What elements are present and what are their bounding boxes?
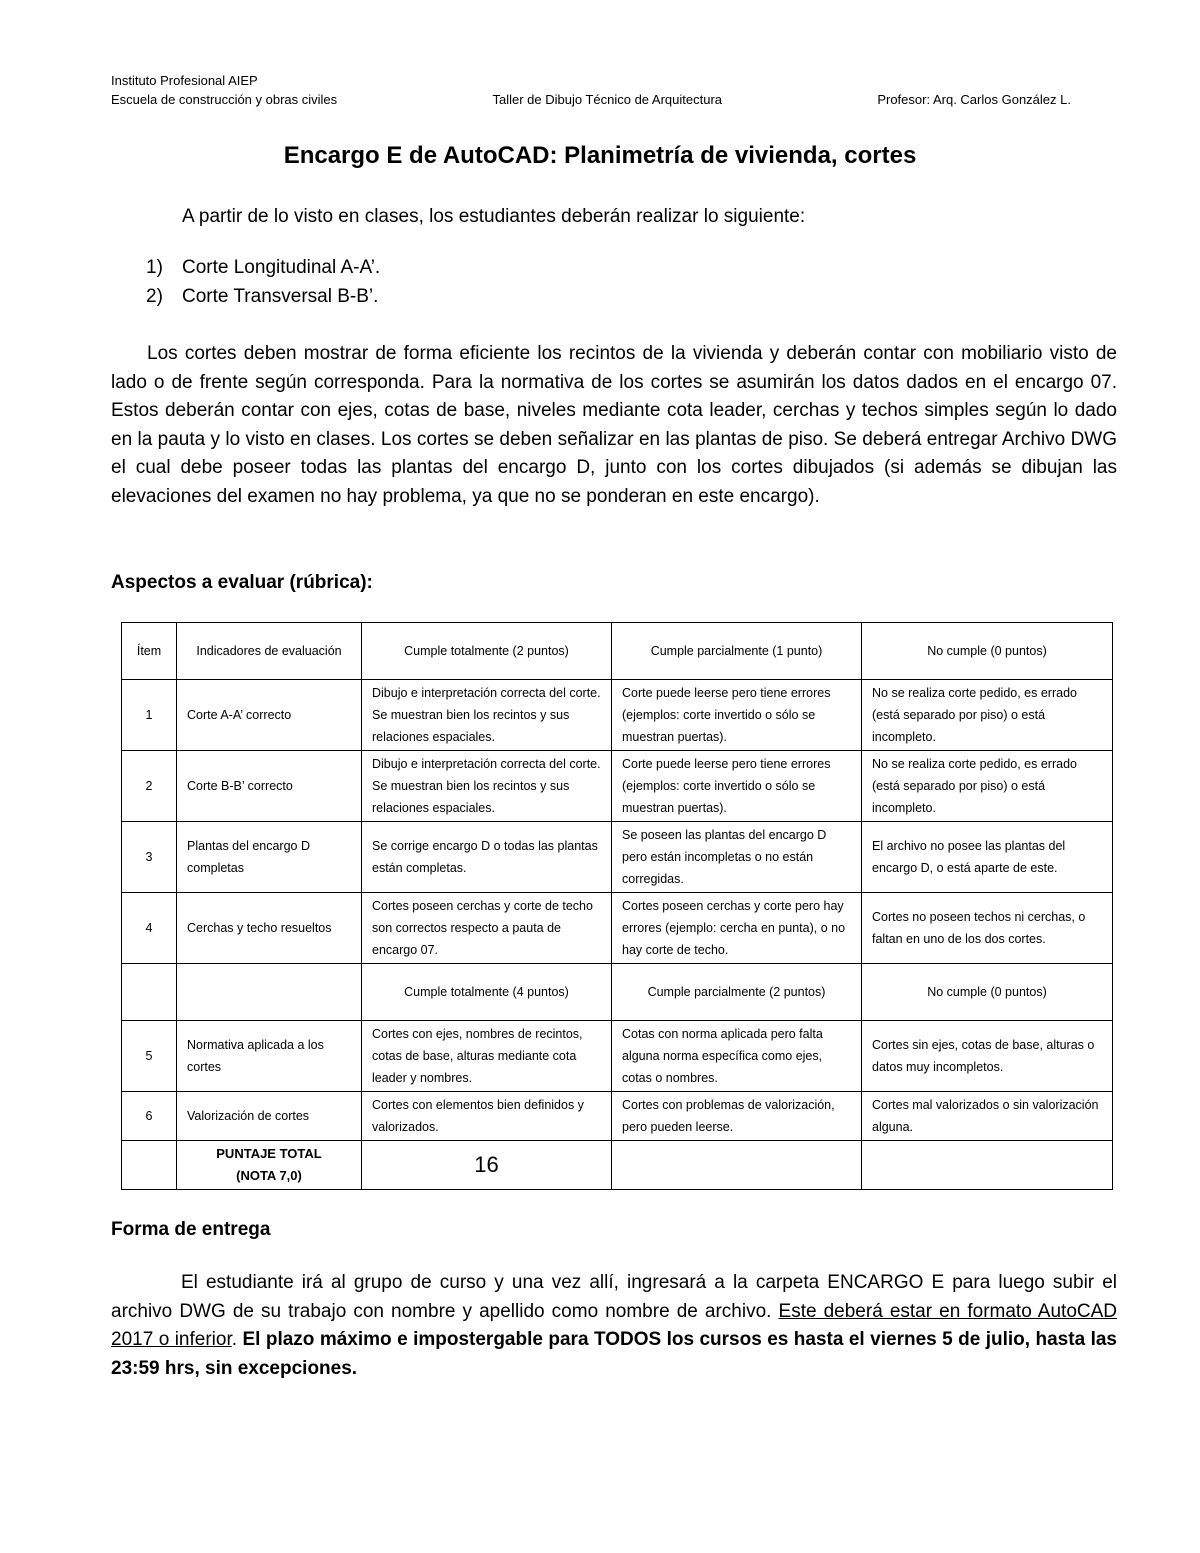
list-text: Corte Longitudinal A-A’.	[182, 257, 381, 278]
table-cell: 1	[122, 680, 177, 751]
document-title: Encargo E de AutoCAD: Planimetría de vivienda, cortes	[283, 142, 917, 169]
total-label-cell	[177, 1141, 362, 1190]
table-cell: Cortes con ejes, nombres de recintos, cotas de base, alturas mediante cota leader y nombres.	[362, 1021, 612, 1092]
table-cell: No se realiza corte pedido, es errado (está separado por piso) o está incompleto.	[862, 680, 1113, 751]
header-cell: Cumple totalmente (2 puntos)	[362, 623, 612, 680]
list-number: 2)	[146, 286, 163, 307]
table-row	[122, 1021, 1113, 1092]
list-text: Corte Transversal B-B’.	[182, 286, 379, 307]
delivery-paragraph	[111, 1269, 1117, 1383]
table-cell: Cotas con norma aplicada pero falta alguna norma específica como ejes, cotas o nombres.	[612, 1021, 862, 1092]
table-cell: Dibujo e interpretación correcta del corte. Se muestran bien los recintos y sus relaciones espaciales.	[362, 751, 612, 822]
description-paragraph: Los cortes deben mostrar de forma eficiente los recintos de la vivienda y deberán contar con mobiliario visto de lado o de frente según corresponda. Para la normativa de los cortes se asumirán los datos dados en el encargo 07. Estos deberán contar con ejes, cotas de base, niveles mediante cota leader, cerchas y techos simples según lo dado en la pauta y lo visto en clases. Los cortes se deben señalizar en las plantas de piso. Se deberá entregar Archivo DWG el cual debe poseer todas las plantas del encargo D, junto con los cortes dibujados (si además se dibujan las elevaciones del examen no hay problema, ya que no se ponderan en este encargo).	[111, 343, 1117, 507]
rubric-table	[121, 622, 1113, 1190]
table-cell: Corte A-A’ correcto	[177, 680, 362, 751]
task-list	[146, 253, 380, 311]
delivery-separator: .	[231, 1329, 243, 1350]
table-cell: Normativa aplicada a los cortes	[177, 1021, 362, 1092]
table-cell: Se corrige encargo D o todas las plantas están completas.	[362, 822, 612, 893]
table-cell: Corte puede leerse pero tiene errores (ejemplos: corte invertido o sólo se muestran puertas).	[612, 751, 862, 822]
school-name: Escuela de construcción y obras civiles	[111, 92, 338, 107]
table-cell	[862, 1141, 1113, 1190]
table-cell: Cortes con problemas de valorización, pero pueden leerse.	[612, 1092, 862, 1141]
header-cell: No cumple (0 puntos)	[862, 623, 1113, 680]
table-cell: Corte puede leerse pero tiene errores (ejemplos: corte invertido o sólo se muestran puertas).	[612, 680, 862, 751]
list-number: 1)	[146, 257, 163, 278]
table-cell: Dibujo e interpretación correcta del corte. Se muestran bien los recintos y sus relaciones espaciales.	[362, 680, 612, 751]
list-item	[146, 282, 380, 311]
table-cell	[612, 1141, 862, 1190]
table-cell: No se realiza corte pedido, es errado (está separado por piso) o está incompleto.	[862, 751, 1113, 822]
deadline-text: El plazo máximo e impostergable para TODOS los cursos es hasta el viernes 5 de julio, hasta las 23:59 hrs, sin excepciones.	[111, 1329, 1117, 1379]
header-cell: No cumple (0 puntos)	[862, 964, 1113, 1021]
format-requirement: Este deberá estar en formato AutoCAD 2017 o inferior	[111, 1300, 1117, 1350]
table-cell: Cerchas y techo resueltos	[177, 893, 362, 964]
table-cell: Corte B-B’ correcto	[177, 751, 362, 822]
table-cell: Cortes poseen cerchas y corte de techo son correctos respecto a pauta de encargo 07.	[362, 893, 612, 964]
table-cell: Cortes sin ejes, cotas de base, alturas o datos muy incompletos.	[862, 1021, 1113, 1092]
total-row	[122, 1141, 1113, 1190]
table-cell	[122, 1141, 177, 1190]
table-row	[122, 751, 1113, 822]
table-cell: 5	[122, 1021, 177, 1092]
header-cell: Cumple parcialmente (2 puntos)	[612, 964, 862, 1021]
table-cell: 2	[122, 751, 177, 822]
table-cell: 6	[122, 1092, 177, 1141]
table-cell: 4	[122, 893, 177, 964]
header-cell: Cumple totalmente (4 puntos)	[362, 964, 612, 1021]
table-cell: Valorización de cortes	[177, 1092, 362, 1141]
header-cell: Indicadores de evaluación	[177, 623, 362, 680]
delivery-heading: Forma de entrega	[111, 1219, 271, 1240]
table-row	[122, 822, 1113, 893]
table-row	[122, 680, 1113, 751]
table-row	[122, 893, 1113, 964]
header-cell: Ítem	[122, 623, 177, 680]
table-row	[122, 1092, 1113, 1141]
institution-name: Instituto Profesional AIEP	[111, 73, 258, 88]
header-cell: Cumple parcialmente (1 punto)	[612, 623, 862, 680]
table-cell: Plantas del encargo D completas	[177, 822, 362, 893]
table-cell: Se poseen las plantas del encargo D pero están incompletas o no están corregidas.	[612, 822, 862, 893]
header-cell	[122, 964, 177, 1021]
table-cell: Cortes con elementos bien definidos y valorizados.	[362, 1092, 612, 1141]
table-cell: 3	[122, 822, 177, 893]
course-name: Taller de Dibujo Técnico de Arquitectura	[492, 92, 723, 107]
header-line	[111, 91, 1071, 108]
list-item	[146, 253, 380, 282]
table-cell: Cortes mal valorizados o sin valorización alguna.	[862, 1092, 1113, 1141]
delivery-text: El estudiante irá al grupo de curso y una vez allí, ingresará a la carpeta ENCARGO E para luego subir el archivo DWG de su trabajo con nombre y apellido como nombre de archivo.	[111, 1272, 1117, 1322]
total-points: 16	[362, 1141, 612, 1190]
table-header-row	[122, 964, 1113, 1021]
intro-text: A partir de lo visto en clases, los estudiantes deberán realizar lo siguiente:	[182, 206, 806, 227]
table-cell: Cortes no poseen techos ni cerchas, o faltan en uno de los dos cortes.	[862, 893, 1113, 964]
rubric-heading: Aspectos a evaluar (rúbrica):	[111, 572, 373, 593]
table-cell: Cortes poseen cerchas y corte pero hay errores (ejemplo: cercha en punta), o no hay corte de techo.	[612, 893, 862, 964]
total-note: (NOTA 7,0)	[236, 1168, 302, 1183]
professor-name: Profesor: Arq. Carlos González L.	[877, 92, 1071, 107]
table-cell: El archivo no posee las plantas del encargo D, o está aparte de este.	[862, 822, 1113, 893]
table-header-row	[122, 623, 1113, 680]
total-label: PUNTAJE TOTAL	[216, 1146, 322, 1161]
header-cell	[177, 964, 362, 1021]
